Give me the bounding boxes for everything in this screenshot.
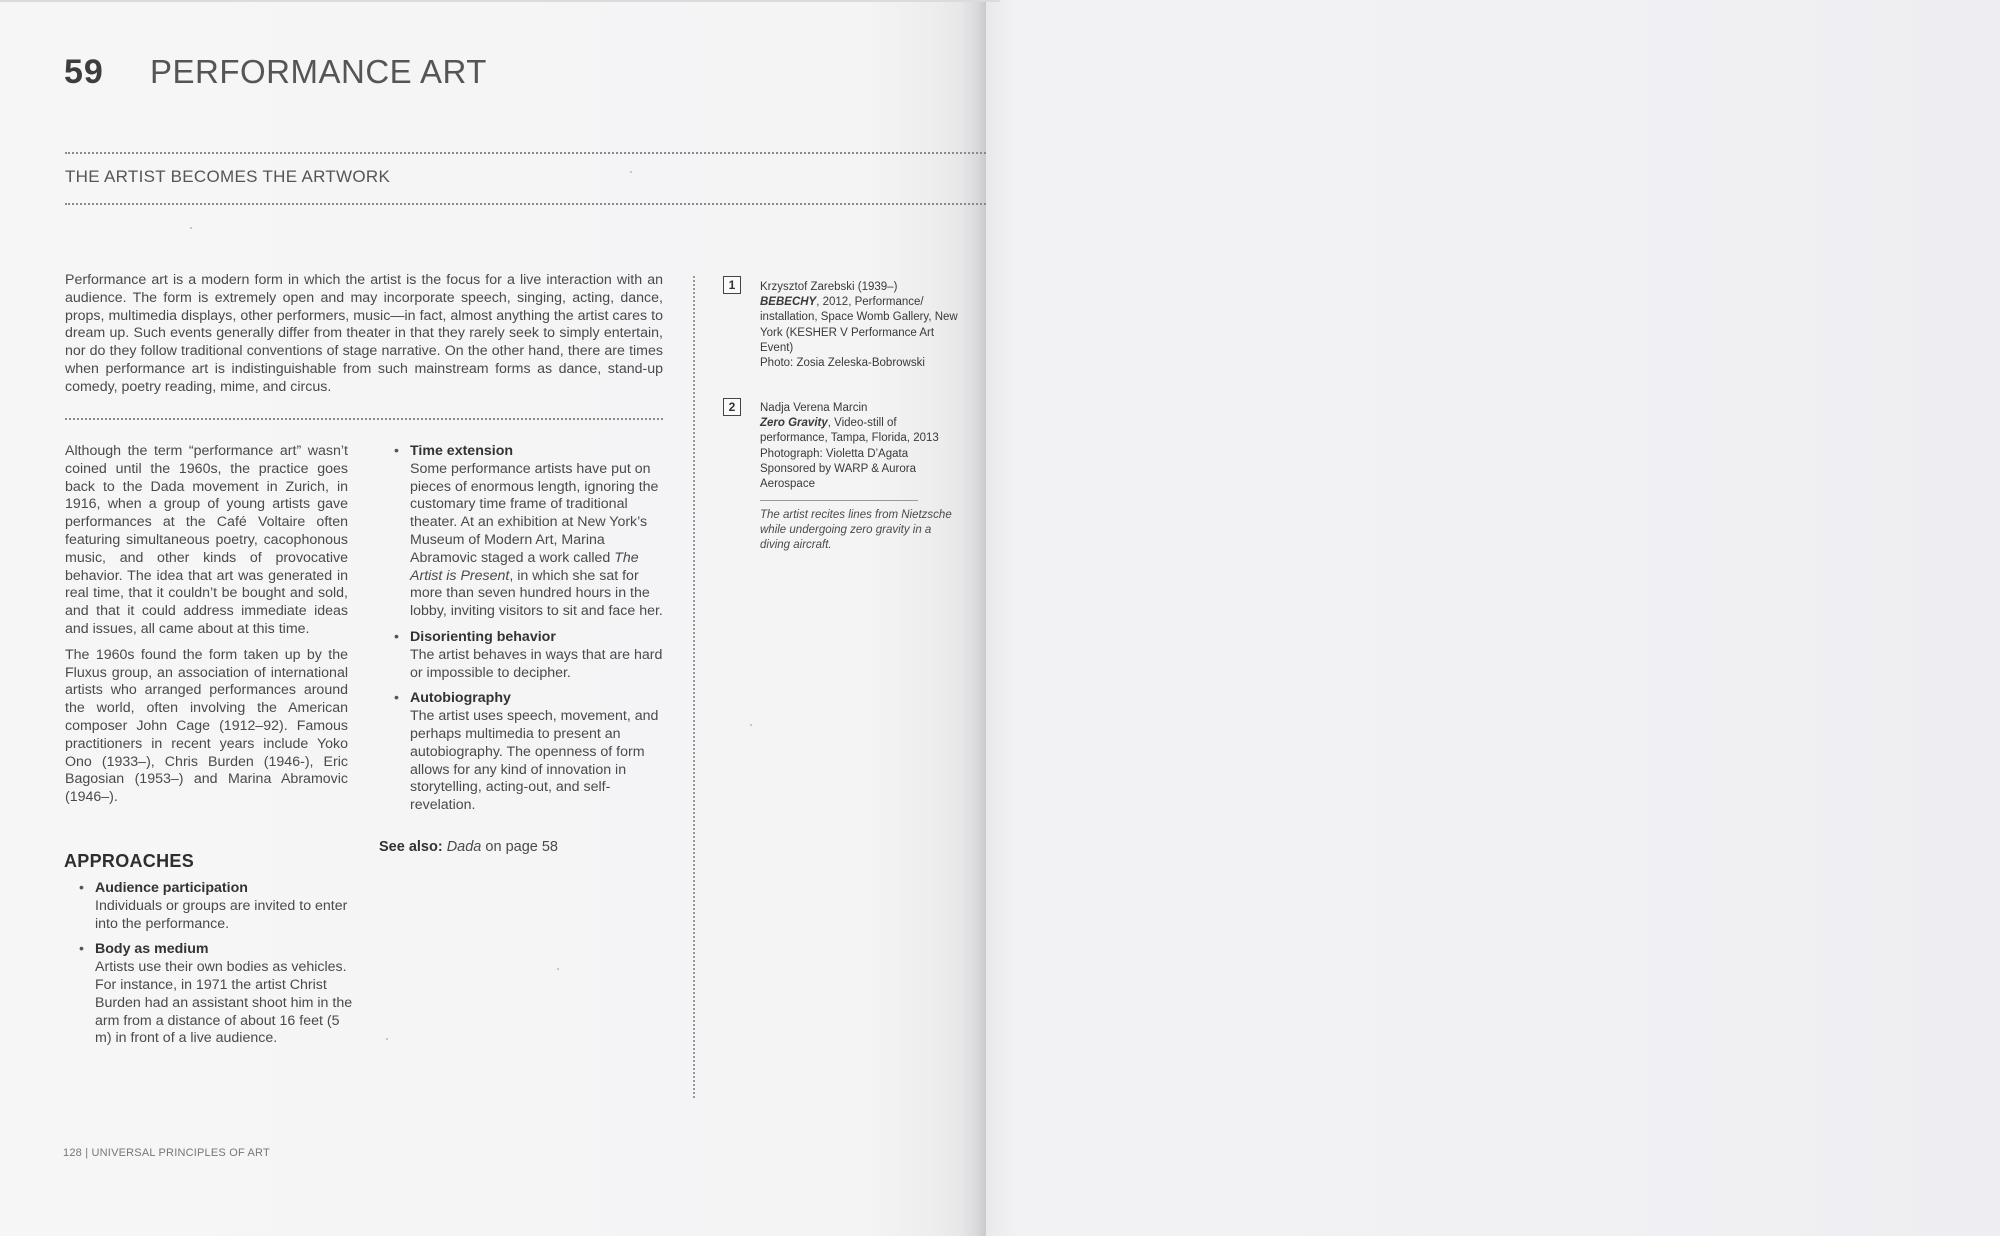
approach-item [65,941,355,1048]
see-also-label: See also: [379,839,443,855]
approaches-list-continued [380,443,665,823]
chapter-number: 59 [64,53,104,91]
caption-number-box: 2 [723,398,741,416]
caption-work-title: Zero Gravity [760,417,828,430]
approach-text [410,461,665,621]
paper-speck [386,1038,388,1040]
approach-title: • Disorienting behavior [410,628,556,645]
approach-text-part: Some performance artists have put on pieces of enormous length, ignoring the customary time frame of traditional theater. At an exhibition at New York’s Museum of Modern Art, Marina Abramovic staged a work called [410,460,659,566]
divider-top [65,152,986,154]
paper-speck [190,227,192,229]
history-paragraph-1: Although the term “performance art” wasn’t coined until the 1960s, the practice goes back to the Dada movement in Zurich, in 1916, when a group of young artists gave performances at the Café Voltaire often featuring simultaneous poetry, cacophonous music, and other kinds of provocative behavior. The idea that art was generated in real time, that it couldn’t be bought and sold, and that it could address immediate ideas and issues, all came about at this time. [65,443,348,637]
approach-item [380,629,665,682]
caption-number-box: 1 [723,276,741,294]
caption-note-rule [760,500,918,501]
caption-details: , 2012, Performance/ installation, Space Womb Gallery, New York (KESHER V Performance Art Event) [760,296,958,354]
approach-text: Individuals or groups are invited to enter into the performance. [95,897,348,932]
approach-title: • Autobiography [410,690,511,707]
book-gutter [960,0,986,1236]
intro-divider [65,418,663,420]
see-also [379,839,558,855]
artwork-title: The Artist is Present [410,549,639,584]
see-also-page: on page 58 [485,839,558,855]
approach-item [65,880,355,933]
caption-details: , Video-still of performance, Tampa, Florida, 2013 [760,417,939,445]
caption-note: The artist recites lines from Nietzsche while undergoing zero gravity in a diving aircraft. [760,509,952,552]
chapter-title: PERFORMANCE ART [150,53,487,90]
approach-item [380,690,665,815]
paper-speck [630,171,632,173]
caption-credit: Photo: Zosia Zeleska-Bobrowski [760,357,925,370]
paper-speck [750,724,752,726]
caption-work-line [760,295,960,356]
page-top-edge [0,0,1000,2]
caption-2 [760,401,960,492]
approach-title: • Time extension [410,443,514,459]
approach-text: The artist behaves in ways that are hard or impossible to decipher. [410,646,663,681]
approach-text: Artists use their own bodies as vehicles. For instance, in 1971 the artist Christ Burden had an assistant shoot him in the arm from a distance of about 16 feet (5 m) in front of a live audience. [95,959,353,1047]
approach-title: • Body as medium [95,941,209,958]
caption-artist: Nadja Verena Marcin [760,402,868,414]
approach-title: • Audience participation [95,880,248,896]
see-also-ref: Dada [446,839,482,855]
caption-work-line [760,416,960,446]
caption-work-title: BEBECHY [760,296,817,309]
approach-text: The artist uses speech, movement, and perhaps multimedia to present an autobiography. The openness of form allows for any kind of innovation in storytelling, acting-out, and self-revelation. [410,708,659,814]
caption-artist: Krzysztof Zarebski (1939–) [760,281,898,293]
approach-item [380,443,665,621]
chapter-subtitle: THE ARTIST BECOMES THE ARTWORK [65,167,391,186]
history-paragraph-2: The 1960s found the form taken up by the Fluxus group, an association of international artists who arranged performances around the world, often involving the American composer John Cage (1912–92). Famous practitioners in recent years include Yoko Ono (1933–), Chris Burden (1946-), Eric Bagosian (1953–) and Marina Abramovic (1946–). [65,646,348,806]
caption-1 [760,280,960,371]
approaches-list [65,880,355,1056]
divider-bottom [65,203,986,205]
page-footer: 128 | UNIVERSAL PRINCIPLES OF ART [63,1147,270,1159]
right-page-blank [986,0,2000,1236]
intro-paragraph: Performance art is a modern form in which the artist is the focus for a live interaction with an audience. The form is extremely open and may incorporate speech, singing, acting, dance, props, multimedia displays, other performers, music—in fact, almost anything the artist cares to dream up. Such events generally differ from theater in that they rarely seek to simply entertain, nor do they follow traditional conventions of stage narrative. On the other hand, there are times when performance art is indistinguishable from such mainstream forms as dance, stand-up comedy, poetry reading, mime, and circus. [65,272,663,395]
caption-credit: Photograph: Violetta D’Agata [760,447,909,460]
caption-sponsor: Sponsored by WARP & Aurora Aerospace [760,462,916,491]
approach-text-part: , in which she sat for more than seven hundred hours in the lobby, inviting visitors to sit and face her. [410,567,663,620]
paper-speck [557,968,559,970]
history-column [65,443,348,815]
approaches-heading: APPROACHES [64,851,195,871]
caption-divider [693,276,695,1098]
